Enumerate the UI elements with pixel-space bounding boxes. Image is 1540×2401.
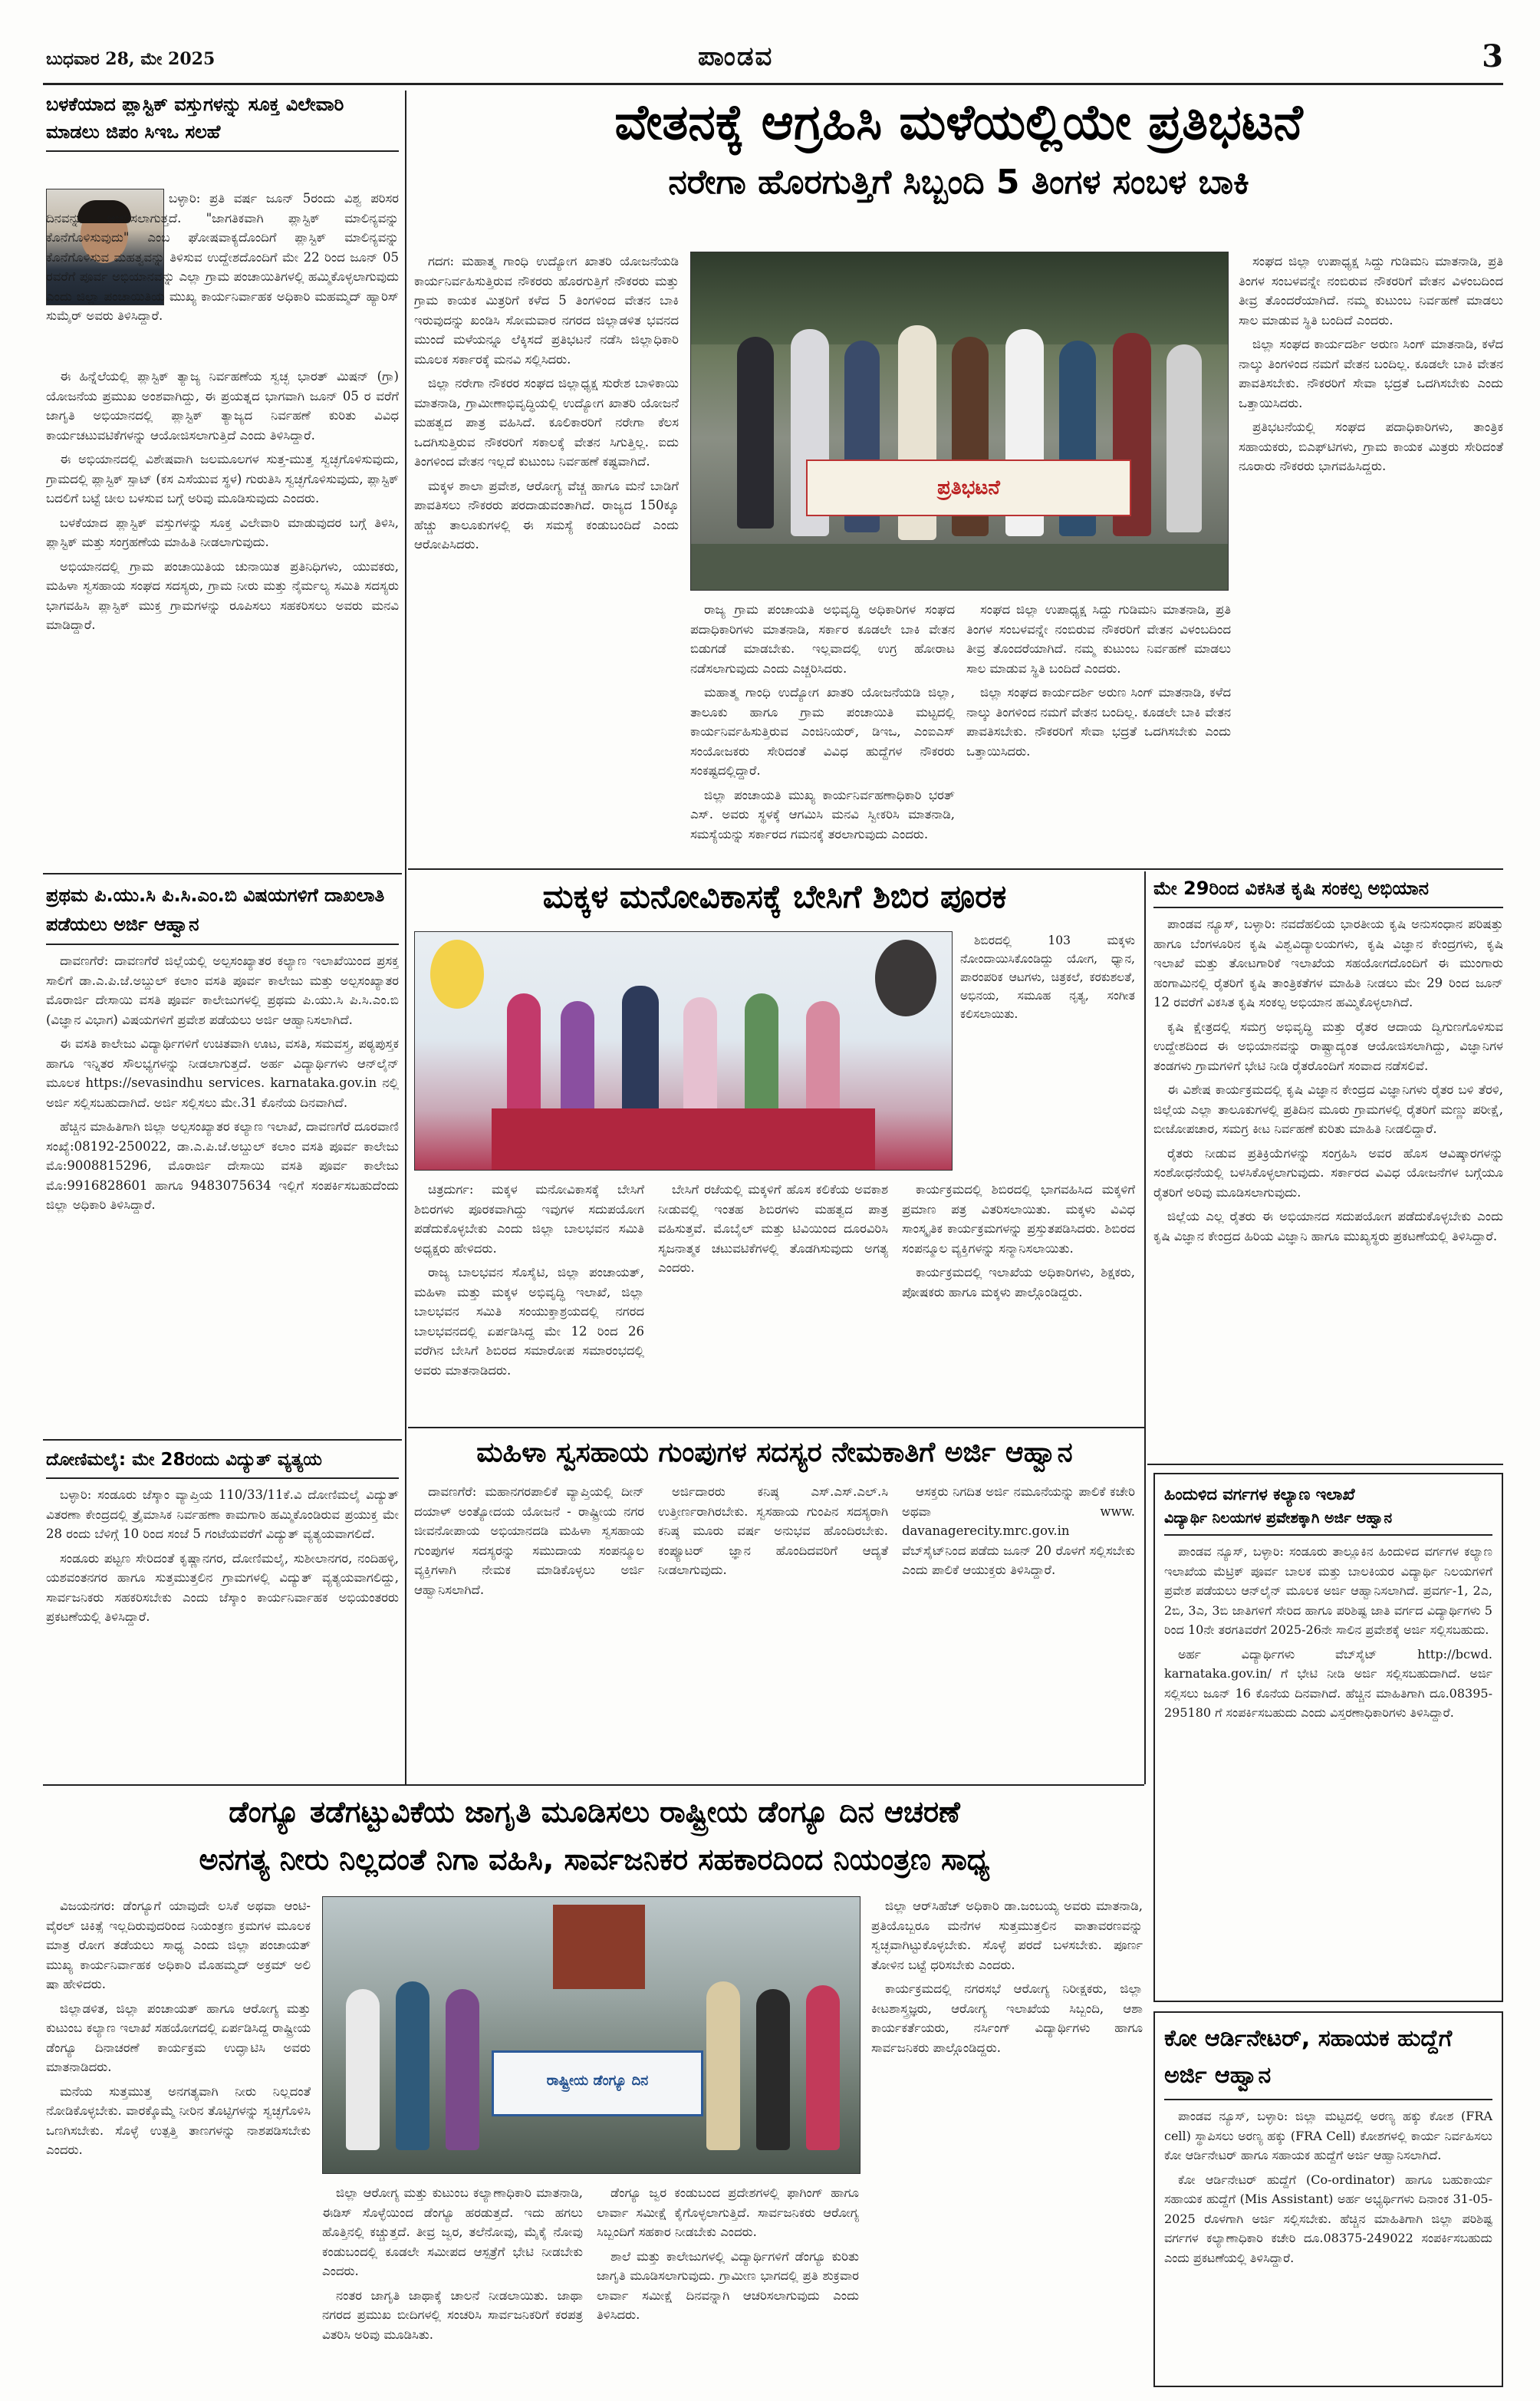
hostel-headline: ಹಿಂದುಳಿದ ವರ್ಗಗಳ ಕಲ್ಯಾಣ ಇಲಾಖೆ	[1164, 1485, 1355, 1504]
hostel-body	[1164, 1542, 1492, 1994]
dengue-para: ಕಾರ್ಯಕ್ರಮದಲ್ಲಿ ನಗರಸಭೆ ಆರೋಗ್ಯ ನಿರೀಕ್ಷಕರು, ಜಿಲ್ಲಾ ಕೀಟಶಾಸ್ತ್ರಜ್ಞರು, ಆರೋಗ್ಯ ಇಲಾಖೆಯ ಸಿಬ್ಬಂದಿ, ಆಶಾ ಕಾರ್ಯಕರ್ತೆಯರು, ನರ್ಸಿಂಗ್ ವಿದ್ಯಾರ್ಥಿಗಳು ಹಾಗೂ ಸಾರ್ವಜನಿಕರು ಪಾಲ್ಗೊಂಡಿದ್ದರು.	[871, 1981, 1143, 2055]
plastic-lead: ಬಳ್ಳಾರಿ: ಪ್ರತಿ ವರ್ಷ ಜೂನ್ 5ರಂದು ವಿಶ್ವ ಪರಿಸರ ದಿನವನ್ನು ಆಚರಿಸಲಾಗುತ್ತದೆ. "ಜಾಗತಿಕವಾಗಿ ಪ್ಲಾಸ್ಟಿಕ್ ಮಾಲಿನ್ಯವನ್ನು ಕೊನೆಗೊಳಿಸುವುದು" ಎಂಬ ಘೋಷವಾಕ್ಯದೊಂದಿಗೆ ಪ್ಲಾಸ್ಟಿಕ್ ಮಾಲಿನ್ಯವನ್ನು ಕೊನೆಗೊಳಿಸುವ ಮಹತ್ವವನ್ನು ತಿಳಿಸುವ ಉದ್ದೇಶದೊಂದಿಗೆ ಮೇ 22 ರಿಂದ ಜೂನ್ 05 ರವರೆಗೆ ಪೂರ್ವ ಅಭಿಯಾನವನ್ನು ಎಲ್ಲಾ ಗ್ರಾಮ ಪಂಚಾಯಿತಿಗಳಲ್ಲಿ ಹಮ್ಮಿಕೊಳ್ಳಲಾಗುವುದು ಎಂದು ಜಿಲ್ಲಾ ಪಂಚಾಯಿತಿಯ ಮುಖ್ಯ ಕಾರ್ಯನಿರ್ವಾಹಕ ಅಧಿಕಾರಿ ಮಹಮ್ಮದ್ ಹ್ಯಾರಿಸ್ ಸುಮೈರ್ ಅವರು ತಿಳಿಸಿದ್ದಾರೆ.	[46, 191, 399, 323]
camp-para: ಕಾರ್ಯಕ್ರಮದಲ್ಲಿ ಇಲಾಖೆಯ ಅಧಿಕಾರಿಗಳು, ಶಿಕ್ಷಕರು, ಪೋಷಕರು ಹಾಗೂ ಮಕ್ಕಳು ಪಾಲ್ಗೊಂಡಿದ್ದರು.	[902, 1265, 1135, 1299]
camp-headline: ಮಕ್ಕಳ ಮನೋವಿಕಾಸಕ್ಕೆ ಬೇಸಿಗೆ ಶಿಬಿರ ಪೂರಕ	[542, 878, 1007, 915]
hostel-para: ಅರ್ಹ ವಿದ್ಯಾರ್ಥಿಗಳು ವೆಬ್‌ಸೈಟ್ http://bcwd. karnataka.gov.in/ ಗೆ ಭೇಟಿ ನೀಡಿ ಅರ್ಜಿ ಸಲ್ಲಿಸಬಹುದಾಗಿದೆ. ಅರ್ಜಿ ಸಲ್ಲಿಸಲು ಜೂನ್ 16 ಕೊನೆಯ ದಿನವಾಗಿದೆ. ಹೆಚ್ಚಿನ ಮಾಹಿತಿಗಾಗಿ ದೂ.08395-295180 ಗೆ ಸಂಪರ್ಕಿಸಬಹುದು ಎಂದು ವಿಸ್ತರಣಾಧಿಕಾರಿಗಳು ತಿಳಿಸಿದ್ದಾರೆ.	[1164, 1646, 1492, 1720]
divider	[43, 1439, 402, 1441]
hostel-subheadline: ವಿದ್ಯಾರ್ಥಿ ನಿಲಯಗಳ ಪ್ರವೇಶಕ್ಕಾಗಿ ಅರ್ಜಿ ಆಹ್ವಾನ	[1164, 1507, 1492, 1536]
shg-col-2	[658, 1482, 888, 1778]
pu-headline: ಪ್ರಥಮ ಪಿ.ಯು.ಸಿ ಪಿ.ಸಿ.ಎಂ.ಬಿ ವಿಷಯಗಳಿಗೆ ದಾಖಲಾತಿ ಪಡೆಯಲು ಅರ್ಜಿ ಆಹ್ವಾನ	[46, 881, 399, 945]
nrega-para: ಸಂಘದ ಜಿಲ್ಲಾ ಉಪಾಧ್ಯಕ್ಷ ಸಿದ್ದು ಗುಡಿಮನಿ ಮಾತನಾಡಿ, ಪ್ರತಿ ತಿಂಗಳ ಸಂಬಳವನ್ನೇ ನಂಬಿರುವ ನೌಕರರಿಗೆ ವೇತನ ವಿಳಂಬದಿಂದ ತೀವ್ರ ತೊಂದರೆಯಾಗಿದೆ. ನಮ್ಮ ಕುಟುಂಬ ನಿರ್ವಹಣೆ ಮಾಡಲು ಸಾಲ ಮಾಡುವ ಸ್ಥಿತಿ ಬಂದಿದೆ ಎಂದರು.	[966, 602, 1231, 676]
nrega-para: ಪ್ರತಿಭಟನೆಯಲ್ಲಿ ಸಂಘದ ಪದಾಧಿಕಾರಿಗಳು, ತಾಂತ್ರಿಕ ಸಹಾಯಕರು, ಬಿಎಫ್‌ಟಿಗಳು, ಗ್ರಾಮ ಕಾಯಕ ಮಿತ್ರರು ಸೇರಿದಂತೆ ನೂರಾರು ನೌಕರರು ಭಾಗವಹಿಸಿದ್ದರು.	[1239, 420, 1503, 473]
dengue-col-4	[871, 1896, 1143, 2387]
power-para: ಬಳ್ಳಾರಿ: ಸಂಡೂರು ಜೆಸ್ಕಾಂ ವ್ಯಾಪ್ತಿಯ 110/33/11ಕೆ.ವಿ ದೋಣಿಮಲೈ ವಿದ್ಯುತ್ ವಿತರಣಾ ಕೇಂದ್ರದಲ್ಲಿ ತ್ರೈಮಾಸಿಕ ನಿರ್ವಹಣಾ ಕಾಮಗಾರಿ ಹಮ್ಮಿಕೊಂಡಿರುವ ಪ್ರಯುಕ್ತ ಮೇ 28 ರಂದು ಬೆಳಿಗ್ಗೆ 10 ರಿಂದ ಸಂಜೆ 5 ಗಂಟೆಯವರೆಗೆ ವಿದ್ಯುತ್ ವ್ಯತ್ಯಯವಾಗಲಿದೆ.	[46, 1487, 399, 1541]
masthead	[46, 41, 1503, 81]
divider	[408, 1427, 1144, 1428]
krishi-body	[1153, 914, 1503, 1451]
nrega-subheadline: ನರೇಗಾ ಹೊರಗುತ್ತಿಗೆ ಸಿಬ್ಬಂದಿ 5 ತಿಂಗಳ ಸಂಬಳ ಬಾಕಿ	[668, 163, 1249, 202]
krishi-article	[1153, 874, 1503, 1457]
plastic-para: ಅಭಿಯಾನದಲ್ಲಿ ಗ್ರಾಮ ಪಂಚಾಯಿತಿಯ ಚುನಾಯಿತ ಪ್ರತಿನಿಧಿಗಳು, ಯುವಕರು, ಮಹಿಳಾ ಸ್ವಸಹಾಯ ಸಂಘದ ಸದಸ್ಯರು, ಗ್ರಾಮ ನೀರು ಮತ್ತು ನೈರ್ಮಲ್ಯ ಸಮಿತಿ ಸದಸ್ಯರು ಭಾಗವಹಿಸಿ ಪ್ಲಾಸ್ಟಿಕ್ ಮುಕ್ತ ಗ್ರಾಮಗಳನ್ನು ರೂಪಿಸಲು ಸಹಕರಿಸಲು ಅವರು ಮನವಿ ಮಾಡಿದ್ದಾರೆ.	[46, 558, 399, 632]
nrega-para: ಸಂಘದ ಜಿಲ್ಲಾ ಉಪಾಧ್ಯಕ್ಷ ಸಿದ್ದು ಗುಡಿಮನಿ ಮಾತನಾಡಿ, ಪ್ರತಿ ತಿಂಗಳ ಸಂಬಳವನ್ನೇ ನಂಬಿರುವ ನೌಕರರಿಗೆ ವೇತನ ವಿಳಂಬದಿಂದ ತೀವ್ರ ತೊಂದರೆಯಾಗಿದೆ. ನಮ್ಮ ಕುಟುಂಬ ನಿರ್ವಹಣೆ ಮಾಡಲು ಸಾಲ ಮಾಡುವ ಸ್ಥಿತಿ ಬಂದಿದೆ ಎಂದರು.	[1239, 254, 1503, 328]
pu-para: ದಾವಣಗೆರೆ: ದಾವಣಗೆರೆ ಜಿಲ್ಲೆಯಲ್ಲಿ ಅಲ್ಪಸಂಖ್ಯಾತರ ಕಲ್ಯಾಣ ಇಲಾಖೆಯಿಂದ ಪ್ರಸಕ್ತ ಸಾಲಿಗೆ ಡಾ.ಎ.ಪಿ.ಜೆ.ಅಬ್ದುಲ್ ಕಲಾಂ ವಸತಿ ಪೂರ್ವ ಕಾಲೇಜು ಮತ್ತು ಅಲ್ಪಸಂಖ್ಯಾತರ ಮೊರಾರ್ಜಿ ದೇಸಾಯಿ ವಸತಿ ಪೂರ್ವ ಕಾಲೇಜುಗಳಲ್ಲಿ ಪ್ರಥಮ ಪಿ.ಯು.ಸಿ ಪಿ.ಸಿ.ಎಂ.ಬಿ (ವಿಜ್ಞಾನ ವಿಭಾಗ) ವಿಷಯಗಳಿಗೆ ಪ್ರವೇಶ ಪಡೆಯಲು ಅರ್ಜಿ ಆಹ್ವಾನಿಸಲಾಗಿದೆ.	[46, 953, 399, 1027]
coordinator-article	[1153, 2011, 1503, 2387]
power-body	[46, 1485, 399, 1777]
dengue-col-1	[46, 1896, 311, 2387]
nrega-article	[414, 91, 1503, 865]
paper-name: ಪಾಂಡವ	[698, 41, 774, 72]
power-para: ಸಂಡೂರು ಪಟ್ಟಣ ಸೇರಿದಂತೆ ಕೃಷ್ಣಾನಗರ, ದೋಣಿಮಲೈ, ಸುಶೀಲಾನಗರ, ನಂದಿಹಳ್ಳಿ, ಯಶವಂತನಗರ ಹಾಗೂ ಸುತ್ತಮುತ್ತಲಿನ ಗ್ರಾಮಗಳಲ್ಲಿ ವಿದ್ಯುತ್ ವ್ಯತ್ಯಯವಾಗಲಿದ್ದು, ಸಾರ್ವಜನಿಕರು ಸಹಕರಿಸಬೇಕು ಎಂದು ಜೆಸ್ಕಾಂ ಕಾರ್ಯನಿರ್ವಾಹಕ ಅಭಿಯಂತರರು ಪ್ರಕಟಣೆಯಲ್ಲಿ ತಿಳಿಸಿದ್ದಾರೆ.	[46, 1550, 399, 1624]
masthead-rule	[43, 83, 1503, 85]
divider	[1147, 1464, 1503, 1465]
divider	[43, 1784, 1144, 1786]
plastic-body	[46, 367, 399, 865]
plastic-headline: ಬಳಕೆಯಾದ ಪ್ಲಾಸ್ಟಿಕ್ ವಸ್ತುಗಳನ್ನು ಸೂಕ್ತ ವಿಲೇವಾರಿ ಮಾಡಲು ಜಿಪಂ ಸಿಇಒ ಸಲಹೆ	[46, 91, 399, 152]
nrega-para: ಜಿಲ್ಲಾ ನರೇಗಾ ನೌಕರರ ಸಂಘದ ಜಿಲ್ಲಾಧ್ಯಕ್ಷ ಸುರೇಶ ಬಾಳಿಕಾಯಿ ಮಾತನಾಡಿ, ಗ್ರಾಮೀಣಾಭಿವೃದ್ಧಿಯಲ್ಲಿ ಉದ್ಯೋಗ ಖಾತರಿ ಯೋಜನೆ ಮಹತ್ವದ ಪಾತ್ರ ವಹಿಸಿದೆ. ಕೂಲಿಕಾರರಿಗೆ ನರೇಗಾ ಕೆಲಸ ಒದಗಿಸುತ್ತಿರುವ ನೌಕರರಿಗೆ ಸಕಾಲಕ್ಕೆ ವೇತನ ಸಿಗುತ್ತಿಲ್ಲ. ಐದು ತಿಂಗಳಿಂದ ವೇತನ ಇಲ್ಲದೆ ಕುಟುಂಬ ನಿರ್ವಹಣೆ ಕಷ್ಟವಾಗಿದೆ.	[414, 376, 679, 469]
shg-col-3	[902, 1482, 1135, 1778]
dengue-para: ಶಾಲೆ ಮತ್ತು ಕಾಲೇಜುಗಳಲ್ಲಿ ವಿದ್ಯಾರ್ಥಿಗಳಿಗೆ ಡೆಂಗ್ಯೂ ಕುರಿತು ಜಾಗೃತಿ ಮೂಡಿಸಲಾಗುವುದು. ಗ್ರಾಮೀಣ ಭಾಗದಲ್ಲಿ ಪ್ರತಿ ಶುಕ್ರವಾರ ಲಾರ್ವಾ ಸಮೀಕ್ಷೆ ದಿನವನ್ನಾಗಿ ಆಚರಿಸಲಾಗುವುದು ಎಂದು ತಿಳಿಸಿದರು.	[597, 2248, 859, 2322]
camp-para: ಚಿತ್ರದುರ್ಗ: ಮಕ್ಕಳ ಮನೋವಿಕಾಸಕ್ಕೆ ಬೇಸಿಗೆ ಶಿಬಿರಗಳು ಪೂರಕವಾಗಿದ್ದು ಇವುಗಳ ಸದುಪಯೋಗ ಪಡೆದುಕೊಳ್ಳಬೇಕು ಎಂದು ಜಿಲ್ಲಾ ಬಾಲಭವನ ಸಮಿತಿ ಅಧ್ಯಕ್ಷರು ಹೇಳಿದರು.	[414, 1182, 644, 1256]
nrega-para: ಮಹಾತ್ಮ ಗಾಂಧಿ ಉದ್ಯೋಗ ಖಾತರಿ ಯೋಜನೆಯಡಿ ಜಿಲ್ಲಾ, ತಾಲೂಕು ಹಾಗೂ ಗ್ರಾಮ ಪಂಚಾಯಿತಿ ಮಟ್ಟದಲ್ಲಿ ಕಾರ್ಯನಿರ್ವಹಿಸುತ್ತಿರುವ ಎಂಜಿನಿಯರ್, ಡಿಇಒ, ಎಂಐಎಸ್ ಸಂಯೋಜಕರು ಸೇರಿದಂತೆ ವಿವಿಧ ಹುದ್ದೆಗಳ ನೌಕರರು ಸಂಕಷ್ಟದಲ್ಲಿದ್ದಾರೆ.	[690, 685, 955, 778]
camp-para: ಶಿಬಿರದಲ್ಲಿ 103 ಮಕ್ಕಳು ನೋಂದಾಯಿಸಿಕೊಂಡಿದ್ದು ಯೋಗ, ಧ್ಯಾನ, ಪಾರಂಪರಿಕ ಆಟಗಳು, ಚಿತ್ರಕಲೆ, ಕರಕುಶಲತೆ, ಅಭಿನಯ, ಸಮೂಹ ನೃತ್ಯ, ಸಂಗೀತ ಕಲಿಸಲಾಯಿತು.	[960, 934, 1135, 1021]
nrega-para: ಜಿಲ್ಲಾ ಪಂಚಾಯತಿ ಮುಖ್ಯ ಕಾರ್ಯನಿರ್ವಹಣಾಧಿಕಾರಿ ಭರತ್ ಎಸ್. ಅವರು ಸ್ಥಳಕ್ಕೆ ಆಗಮಿಸಿ ಮನವಿ ಸ್ವೀಕರಿಸಿ ಮಾತನಾಡಿ, ಸಮಸ್ಯೆಯನ್ನು ಸರ್ಕಾರದ ಗಮನಕ್ಕೆ ತರಲಾಗುವುದು ಎಂದರು.	[690, 787, 955, 842]
nrega-col-4	[1239, 252, 1503, 865]
coordinator-para: ಪಾಂಡವ ನ್ಯೂಸ್, ಬಳ್ಳಾರಿ: ಜಿಲ್ಲಾ ಮಟ್ಟದಲ್ಲಿ ಅರಣ್ಯ ಹಕ್ಕು ಕೋಶ (FRA cell) ಸ್ಥಾಪಿಸಲು ಅರಣ್ಯ ಹಕ್ಕು (FRA Cell) ಕೋಶಗಳಲ್ಲಿ ಕಾರ್ಯ ನಿರ್ವಹಿಸಲು ಕೋ ಆರ್ಡಿನೇಟರ್ ಹಾಗೂ ಸಹಾಯಕ ಹುದ್ದೆಗೆ ಅರ್ಜಿ ಆಹ್ವಾನಿಸಲಾಗಿದೆ.	[1164, 2109, 1492, 2162]
dengue-photo	[322, 1896, 860, 2174]
protest-photo	[690, 252, 1229, 591]
coordinator-para: ಕೋ ಆರ್ಡಿನೇಟರ್ ಹುದ್ದೆಗೆ (Co-ordinator) ಹಾಗೂ ಬಹುಕಾರ್ಯ ಸಹಾಯಕ ಹುದ್ದೆಗೆ (Mis Assistant) ಅರ್ಹ ಅಭ್ಯರ್ಥಿಗಳು ದಿನಾಂಕ 31-05-2025 ರೊಳಗಾಗಿ ಅರ್ಜಿ ಸಲ್ಲಿಸಬೇಕು. ಹೆಚ್ಚಿನ ಮಾಹಿತಿಗಾಗಿ ಜಿಲ್ಲಾ ಪರಿಶಿಷ್ಟ ವರ್ಗಗಳ ಕಲ್ಯಾಣಾಧಿಕಾರಿ ಕಚೇರಿ ದೂ.08375-249022 ಸಂಪರ್ಕಿಸಬಹುದು ಎಂದು ಪ್ರಕಟಣೆಯಲ್ಲಿ ತಿಳಿಸಿದ್ದಾರೆ.	[1164, 2172, 1492, 2265]
nrega-para: ಜಿಲ್ಲಾ ಸಂಘದ ಕಾರ್ಯದರ್ಶಿ ಅರುಣ ಸಿಂಗ್ ಮಾತನಾಡಿ, ಕಳೆದ ನಾಲ್ಕು ತಿಂಗಳಿಂದ ನಮಗೆ ವೇತನ ಬಂದಿಲ್ಲ. ಕೂಡಲೇ ಬಾಕಿ ವೇತನ ಪಾವತಿಸಬೇಕು. ನೌಕರರಿಗೆ ಸೇವಾ ಭದ್ರತೆ ಒದಗಿಸಬೇಕು ಎಂದು ಒತ್ತಾಯಿಸಿದರು.	[966, 685, 1231, 759]
dengue-para: ನಂತರ ಜಾಗೃತಿ ಜಾಥಾಕ್ಕೆ ಚಾಲನೆ ನೀಡಲಾಯಿತು. ಜಾಥಾ ನಗರದ ಪ್ರಮುಖ ಬೀದಿಗಳಲ್ಲಿ ಸಂಚರಿಸಿ ಸಾರ್ವಜನಿಕರಿಗೆ ಕರಪತ್ರ ವಿತರಿಸಿ ಅರಿವು ಮೂಡಿಸಿತು.	[322, 2287, 583, 2342]
krishi-para: ಪಾಂಡವ ನ್ಯೂಸ್, ಬಳ್ಳಾರಿ: ನವದೆಹಲಿಯ ಭಾರತೀಯ ಕೃಷಿ ಅನುಸಂಧಾನ ಪರಿಷತ್ತು ಹಾಗೂ ಬೆಂಗಳೂರಿನ ಕೃಷಿ ವಿಶ್ವವಿದ್ಯಾಲಯಗಳು, ಕೃಷಿ ವಿಜ್ಞಾನ ಕೇಂದ್ರಗಳು, ಕೃಷಿ ಇಲಾಖೆ ಮತ್ತು ತೋಟಗಾರಿಕೆ ಇಲಾಖೆಯ ಸಹಯೋಗದೊಂದಿಗೆ ಈ ಮುಂಗಾರು ಹಂಗಾಮಿನಲ್ಲಿ ರೈತರಿಗೆ ಕೃಷಿ ತಾಂತ್ರಿಕತೆಗಳ ಮಾಹಿತಿ ನೀಡಲು ಮೇ 29 ರಿಂದ ಜೂನ್ 12 ರವರೆಗೆ ವಿಕಸಿತ ಕೃಷಿ ಸಂಕಲ್ಪ ಅಭಿಯಾನ ಹಮ್ಮಿಕೊಳ್ಳಲಾಗಿದೆ.	[1153, 917, 1503, 1009]
camp-para: ಕಾರ್ಯಕ್ರಮದಲ್ಲಿ ಶಿಬಿರದಲ್ಲಿ ಭಾಗವಹಿಸಿದ ಮಕ್ಕಳಿಗೆ ಪ್ರಮಾಣ ಪತ್ರ ವಿತರಿಸಲಾಯಿತು. ಮಕ್ಕಳು ವಿವಿಧ ಸಾಂಸ್ಕೃತಿಕ ಕಾರ್ಯಕ್ರಮಗಳನ್ನು ಪ್ರಸ್ತುತಪಡಿಸಿದರು. ಶಿಬಿರದ ಸಂಪನ್ಮೂಲ ವ್ಯಕ್ತಿಗಳನ್ನು ಸನ್ಮಾನಿಸಲಾಯಿತು.	[902, 1182, 1135, 1256]
nrega-para: ಗದಗ: ಮಹಾತ್ಮ ಗಾಂಧಿ ಉದ್ಯೋಗ ಖಾತರಿ ಯೋಜನೆಯಡಿ ಕಾರ್ಯನಿರ್ವಹಿಸುತ್ತಿರುವ ನೌಕರರು ಹೊರಗುತ್ತಿಗೆ ನೌಕರರು ಮತ್ತು ಗ್ರಾಮ ಕಾಯಕ ಮಿತ್ರರಿಗೆ ಕಳೆದ 5 ತಿಂಗಳಿಂದ ವೇತನ ಬಾಕಿ ಇರುವುದನ್ನು ಖಂಡಿಸಿ ಸೋಮವಾರ ನಗರದ ಜಿಲ್ಲಾಡಳಿತ ಭವನದ ಮುಂದೆ ಮಳೆಯನ್ನೂ ಲೆಕ್ಕಿಸದೆ ಪ್ರತಿಭಟನೆ ನಡೆಸಿ ಜಿಲ್ಲಾಧಿಕಾರಿ ಮೂಲಕ ಸರ್ಕಾರಕ್ಕೆ ಮನವಿ ಸಲ್ಲಿಸಿದರು.	[414, 254, 679, 367]
nrega-col-3	[966, 600, 1231, 865]
pu-article	[46, 881, 399, 1433]
krishi-para: ಕೃಷಿ ಕ್ಷೇತ್ರದಲ್ಲಿ ಸಮಗ್ರ ಅಭಿವೃದ್ಧಿ ಮತ್ತು ರೈತರ ಆದಾಯ ದ್ವಿಗುಣಗೊಳಿಸುವ ಉದ್ದೇಶದಿಂದ ಈ ಅಭಿಯಾನವನ್ನು ರಾಷ್ಟ್ರಾದ್ಯಂತ ಆಯೋಜಿಸಲಾಗಿದ್ದು, ವಿಜ್ಞಾನಿಗಳ ತಂಡಗಳು ಗ್ರಾಮಗಳಿಗೆ ಭೇಟಿ ನೀಡಿ ರೈತರೊಂದಿಗೆ ಸಂವಾದ ನಡೆಸಲಿವೆ.	[1153, 1019, 1503, 1073]
pu-para: ಹೆಚ್ಚಿನ ಮಾಹಿತಿಗಾಗಿ ಜಿಲ್ಲಾ ಅಲ್ಪಸಂಖ್ಯಾತರ ಕಲ್ಯಾಣ ಇಲಾಖೆ, ದಾವಣಗೆರೆ ದೂರವಾಣಿ ಸಂಖ್ಯೆ:08192-250022, ಡಾ.ಎ.ಪಿ.ಜೆ.ಅಬ್ದುಲ್ ಕಲಾಂ ವಸತಿ ಪೂರ್ವ ಕಾಲೇಜು ಮೊ:9008815296, ಮೊರಾರ್ಜಿ ದೇಸಾಯಿ ವಸತಿ ಪೂರ್ವ ಕಾಲೇಜು ಮೊ:9916828601 ಹಾಗೂ 9483075634 ಇಲ್ಲಿಗೆ ಸಂಪರ್ಕಿಸಬಹುದೆಂದು ಜಿಲ್ಲಾ ಅಧಿಕಾರಿ ತಿಳಿಸಿದ್ದಾರೆ.	[46, 1119, 399, 1212]
camp-col-1	[414, 1180, 644, 1419]
nrega-col-2	[690, 600, 955, 865]
issue-date: ಬುಧವಾರ 28, ಮೇ 2025	[46, 49, 216, 69]
coordinator-body	[1164, 2106, 1492, 2383]
dengue-col-3	[597, 2183, 859, 2387]
dengue-para: ಜಿಲ್ಲಾಡಳಿತ, ಜಿಲ್ಲಾ ಪಂಚಾಯತ್ ಹಾಗೂ ಆರೋಗ್ಯ ಮತ್ತು ಕುಟುಂಬ ಕಲ್ಯಾಣ ಇಲಾಖೆ ಸಹಯೋಗದಲ್ಲಿ ಏರ್ಪಡಿಸಿದ್ದ ರಾಷ್ಟ್ರೀಯ ಡೆಂಗ್ಯೂ ದಿನಾಚರಣೆ ಕಾರ್ಯಕ್ರಮ ಉದ್ಘಾಟಿಸಿ ಅವರು ಮಾತನಾಡಿದರು.	[46, 2001, 311, 2074]
nrega-para: ಜಿಲ್ಲಾ ಸಂಘದ ಕಾರ್ಯದರ್ಶಿ ಅರುಣ ಸಿಂಗ್ ಮಾತನಾಡಿ, ಕಳೆದ ನಾಲ್ಕು ತಿಂಗಳಿಂದ ನಮಗೆ ವೇತನ ಬಂದಿಲ್ಲ. ಕೂಡಲೇ ಬಾಕಿ ವೇತನ ಪಾವತಿಸಬೇಕು. ನೌಕರರಿಗೆ ಸೇವಾ ಭದ್ರತೆ ಒದಗಿಸಬೇಕು ಎಂದು ಒತ್ತಾಯಿಸಿದರು.	[1239, 337, 1503, 410]
dengue-para: ಡೆಂಗ್ಯೂ ಜ್ವರ ಕಂಡುಬಂದ ಪ್ರದೇಶಗಳಲ್ಲಿ ಫಾಗಿಂಗ್ ಹಾಗೂ ಲಾರ್ವಾ ಸಮೀಕ್ಷೆ ಕೈಗೊಳ್ಳಲಾಗುತ್ತಿದೆ. ಸಾರ್ವಜನಿಕರು ಆರೋಗ್ಯ ಸಿಬ್ಬಂದಿಗೆ ಸಹಕಾರ ನೀಡಬೇಕು ಎಂದರು.	[597, 2185, 859, 2239]
camp-col-2	[658, 1180, 888, 1419]
krishi-para: ಈ ವಿಶೇಷ ಕಾರ್ಯಕ್ರಮದಲ್ಲಿ ಕೃಷಿ ವಿಜ್ಞಾನ ಕೇಂದ್ರದ ವಿಜ್ಞಾನಿಗಳು ರೈತರ ಬಳಿ ತೆರಳಿ, ಜಿಲ್ಲೆಯ ಎಲ್ಲಾ ತಾಲೂಕುಗಳಲ್ಲಿ ಪ್ರತಿದಿನ ಮೂರು ಗ್ರಾಮಗಳಲ್ಲಿ ರೈತರಿಗೆ ಮಣ್ಣು ಪರೀಕ್ಷೆ, ಬೀಜೋಪಚಾರ, ಸಮಗ್ರ ಕೀಟ ನಿರ್ವಹಣೆ ಕುರಿತು ಮಾಹಿತಿ ನೀಡಲಿದ್ದಾರೆ.	[1153, 1082, 1503, 1136]
dengue-banner-text: ರಾಷ್ಟ್ರೀಯ ಡೆಂಗ್ಯೂ ದಿನ	[546, 2073, 649, 2089]
divider	[408, 868, 1503, 870]
shg-headline: ಮಹಿಳಾ ಸ್ವಸಹಾಯ ಗುಂಪುಗಳ ಸದಸ್ಯರ ನೇಮಕಾತಿಗೆ ಅರ್ಜಿ ಆಹ್ವಾನ	[476, 1437, 1073, 1468]
camp-col-right	[960, 931, 1135, 1177]
pu-body	[46, 951, 399, 1427]
column-rule	[1144, 871, 1146, 1784]
power-headline: ದೋಣಿಮಲೈ: ಮೇ 28ರಂದು ವಿದ್ಯುತ್ ವ್ಯತ್ಯಯ	[46, 1447, 399, 1479]
camp-photo	[414, 931, 953, 1171]
shg-col-1	[414, 1482, 644, 1778]
krishi-para: ರೈತರು ನೀಡುವ ಪ್ರತಿಕ್ರಿಯೆಗಳನ್ನು ಸಂಗ್ರಹಿಸಿ ಅವರ ಹೊಸ ಆವಿಷ್ಕಾರಗಳನ್ನು ಸಂಶೋಧನೆಯಲ್ಲಿ ಬಳಸಿಕೊಳ್ಳಲಾಗುವುದು. ಸರ್ಕಾರದ ವಿವಿಧ ಯೋಜನೆಗಳ ಬಗ್ಗೆಯೂ ರೈತರಿಗೆ ಅರಿವು ಮೂಡಿಸಲಾಗುವುದು.	[1153, 1145, 1503, 1200]
camp-col-3	[902, 1180, 1135, 1419]
dengue-headline: ಡೆಂಗ್ಯೂ ತಡೆಗಟ್ಟುವಿಕೆಯ ಜಾಗೃತಿ ಮೂಡಿಸಲು ರಾಷ್ಟ್ರೀಯ ಡೆಂಗ್ಯೂ ದಿನ ಆಚರಣೆ	[229, 1795, 960, 1829]
dengue-para: ಜಿಲ್ಲಾ ಆರೋಗ್ಯ ಮತ್ತು ಕುಟುಂಬ ಕಲ್ಯಾಣಾಧಿಕಾರಿ ಮಾತನಾಡಿ, ಈಡಿಸ್ ಸೊಳ್ಳೆಯಿಂದ ಡೆಂಗ್ಯೂ ಹರಡುತ್ತದೆ. ಇದು ಹಗಲು ಹೊತ್ತಿನಲ್ಲಿ ಕಚ್ಚುತ್ತದೆ. ತೀವ್ರ ಜ್ವರ, ತಲೆನೋವು, ಮೈಕೈ ನೋವು ಕಂಡುಬಂದಲ್ಲಿ ಕೂಡಲೇ ಸಮೀಪದ ಆಸ್ಪತ್ರೆಗೆ ಭೇಟಿ ನೀಡಬೇಕು ಎಂದರು.	[322, 2185, 583, 2278]
camp-para: ಬೇಸಿಗೆ ರಜೆಯಲ್ಲಿ ಮಕ್ಕಳಿಗೆ ಹೊಸ ಕಲಿಕೆಯ ಅವಕಾಶ ನೀಡುವಲ್ಲಿ ಇಂತಹ ಶಿಬಿರಗಳು ಮಹತ್ವದ ಪಾತ್ರ ವಹಿಸುತ್ತವೆ. ಮೊಬೈಲ್ ಮತ್ತು ಟಿವಿಯಿಂದ ದೂರವಿರಿಸಿ ಸೃಜನಾತ್ಮಕ ಚಟುವಟಿಕೆಗಳಲ್ಲಿ ತೊಡಗಿಸುವುದು ಅಗತ್ಯ ಎಂದರು.	[658, 1182, 888, 1275]
camp-para: ರಾಜ್ಯ ಬಾಲಭವನ ಸೊಸೈಟಿ, ಜಿಲ್ಲಾ ಪಂಚಾಯತ್, ಮಹಿಳಾ ಮತ್ತು ಮಕ್ಕಳ ಅಭಿವೃದ್ಧಿ ಇಲಾಖೆ, ಜಿಲ್ಲಾ ಬಾಲಭವನ ಸಮಿತಿ ಸಂಯುಕ್ತಾಶ್ರಯದಲ್ಲಿ ನಗರದ ಬಾಲಭವನದಲ್ಲಿ ಏರ್ಪಡಿಸಿದ್ದ ಮೇ 12 ರಿಂದ 26 ವರೆಗಿನ ಬೇಸಿಗೆ ಶಿಬಿರದ ಸಮಾರೋಪ ಸಮಾರಂಭದಲ್ಲಿ ಅವರು ಮಾತನಾಡಿದರು.	[414, 1265, 644, 1378]
dengue-subheadline: ಅನಗತ್ಯ ನೀರು ನಿಲ್ಲದಂತೆ ನಿಗಾ ವಹಿಸಿ, ಸಾರ್ವಜನಿಕರ ಸಹಕಾರದಿಂದ ನಿಯಂತ್ರಣ ಸಾಧ್ಯ	[199, 1843, 990, 1876]
divider	[43, 873, 402, 874]
shg-para: ಆಸಕ್ತರು ನಿಗದಿತ ಅರ್ಜಿ ನಮೂನೆಯನ್ನು ಪಾಲಿಕೆ ಕಚೇರಿ ಅಥವಾ www. davanagerecity.mrc.gov.in ವೆಬ್‌ಸೈಟ್‌ನಿಂದ ಪಡೆದು ಜೂನ್ 20 ರೊಳಗೆ ಸಲ್ಲಿಸಬೇಕು ಎಂದು ಪಾಲಿಕೆ ಆಯುಕ್ತರು ತಿಳಿಸಿದ್ದಾರೆ.	[902, 1484, 1135, 1577]
power-article	[46, 1447, 399, 1778]
shg-para: ಅರ್ಜಿದಾರರು ಕನಿಷ್ಠ ಎಸ್.ಎಸ್.ಎಲ್.ಸಿ ಉತ್ತೀರ್ಣರಾಗಿರಬೇಕು. ಸ್ವಸಹಾಯ ಗುಂಪಿನ ಸದಸ್ಯರಾಗಿ ಕನಿಷ್ಠ ಮೂರು ವರ್ಷ ಅನುಭವ ಹೊಂದಿರಬೇಕು. ಕಂಪ್ಯೂಟರ್ ಜ್ಞಾನ ಹೊಂದಿದವರಿಗೆ ಆದ್ಯತೆ ನೀಡಲಾಗುವುದು.	[658, 1484, 888, 1577]
nrega-para: ರಾಜ್ಯ ಗ್ರಾಮ ಪಂಚಾಯತಿ ಅಭಿವೃದ್ಧಿ ಅಧಿಕಾರಿಗಳ ಸಂಘದ ಪದಾಧಿಕಾರಿಗಳು ಮಾತನಾಡಿ, ಸರ್ಕಾರ ಕೂಡಲೇ ಬಾಕಿ ವೇತನ ಬಿಡುಗಡೆ ಮಾಡಬೇಕು. ಇಲ್ಲವಾದಲ್ಲಿ ಉಗ್ರ ಹೋರಾಟ ನಡೆಸಲಾಗುವುದು ಎಂದು ಎಚ್ಚರಿಸಿದರು.	[690, 602, 955, 676]
plastic-para: ಈ ಹಿನ್ನೆಲೆಯಲ್ಲಿ ಪ್ಲಾಸ್ಟಿಕ್ ತ್ಯಾಜ್ಯ ನಿರ್ವಹಣೆಯ ಸ್ವಚ್ಛ ಭಾರತ್ ಮಿಷನ್ (ಗ್ರಾ) ಯೋಜನೆಯ ಪ್ರಮುಖ ಅಂಶವಾಗಿದ್ದು, ಈ ಪ್ರಯತ್ನದ ಭಾಗವಾಗಿ ಜೂನ್ 05 ರ ವರೆಗೆ ಜಾಗೃತಿ ಅಭಿಯಾನದಲ್ಲಿ ಪ್ಲಾಸ್ಟಿಕ್ ತ್ಯಾಜ್ಯದ ನಿರ್ವಹಣೆ ಕುರಿತು ವಿವಿಧ ಕಾರ್ಯಚಟುವಟಿಕೆಗಳನ್ನು ಆಯೋಜಿಸಲಾಗುತ್ತಿದೆ ಎಂದು ತಿಳಿಸಿದ್ದಾರೆ.	[46, 369, 399, 443]
shg-article	[414, 1433, 1135, 1778]
camp-article	[414, 874, 1135, 1419]
nrega-headline: ವೇತನಕ್ಕೆ ಆಗ್ರಹಿಸಿ ಮಳೆಯಲ್ಲಿಯೇ ಪ್ರತಿಭಟನೆ	[614, 94, 1303, 151]
dengue-col-2	[322, 2183, 583, 2387]
nrega-para: ಮಕ್ಕಳ ಶಾಲಾ ಪ್ರವೇಶ, ಆರೋಗ್ಯ ವೆಚ್ಚ ಹಾಗೂ ಮನೆ ಬಾಡಿಗೆ ಪಾವತಿಸಲು ನೌಕರರು ಪರದಾಡುವಂತಾಗಿದೆ. ರಾಜ್ಯದ 150ಕ್ಕೂ ಹೆಚ್ಚು ತಾಲೂಕುಗಳಲ್ಲಿ ಈ ಸಮಸ್ಯೆ ಕಂಡುಬಂದಿದೆ ಎಂದು ಆರೋಪಿಸಿದರು.	[414, 478, 679, 552]
dengue-article	[46, 1790, 1143, 2389]
coordinator-headline: ಕೋ ಆರ್ಡಿನೇಟರ್, ಸಹಾಯಕ ಹುದ್ದೆಗೆ ಅರ್ಜಿ ಆಹ್ವಾನ	[1164, 2021, 1492, 2100]
page-number: 3	[1482, 41, 1503, 74]
column-rule	[405, 91, 406, 1786]
pu-para: ಈ ವಸತಿ ಕಾಲೇಜು ವಿದ್ಯಾರ್ಥಿಗಳಿಗೆ ಉಚಿತವಾಗಿ ಊಟ, ವಸತಿ, ಸಮವಸ್ತ್ರ, ಪಠ್ಯಪುಸ್ತಕ ಹಾಗೂ ಇನ್ನಿತರ ಸೌಲಭ್ಯಗಳನ್ನು ನೀಡಲಾಗುತ್ತದೆ. ಅರ್ಹ ವಿದ್ಯಾರ್ಥಿಗಳು ಆನ್‌ಲೈನ್ ಮೂಲಕ https://sevasindhu services. karnataka.gov.in ನಲ್ಲಿ ಅರ್ಜಿ ಸಲ್ಲಿಸಬಹುದಾಗಿದೆ. ಅರ್ಜಿ ಸಲ್ಲಿಸಲು ಮೇ.31 ಕೊನೆಯ ದಿನವಾಗಿದೆ.	[46, 1036, 399, 1110]
shg-para: ದಾವಣಗೆರೆ: ಮಹಾನಗರಪಾಲಿಕೆ ವ್ಯಾಪ್ತಿಯಲ್ಲಿ ದೀನ್ ದಯಾಳ್ ಅಂತ್ಯೋದಯ ಯೋಜನೆ - ರಾಷ್ಟ್ರೀಯ ನಗರ ಜೀವನೋಪಾಯ ಅಭಿಯಾನದಡಿ ಮಹಿಳಾ ಸ್ವಸಹಾಯ ಗುಂಪುಗಳ ಸದಸ್ಯರನ್ನು ಸಮುದಾಯ ಸಂಪನ್ಮೂಲ ವ್ಯಕ್ತಿಗಳಾಗಿ ನೇಮಕ ಮಾಡಿಕೊಳ್ಳಲು ಅರ್ಜಿ ಆಹ್ವಾನಿಸಲಾಗಿದೆ.	[414, 1484, 644, 1597]
krishi-para: ಜಿಲ್ಲೆಯ ಎಲ್ಲ ರೈತರು ಈ ಅಭಿಯಾನದ ಸದುಪಯೋಗ ಪಡೆದುಕೊಳ್ಳಬೇಕು ಎಂದು ಕೃಷಿ ವಿಜ್ಞಾನ ಕೇಂದ್ರದ ಹಿರಿಯ ವಿಜ್ಞಾನಿ ಹಾಗೂ ಮುಖ್ಯಸ್ಥರು ಪ್ರಕಟಣೆಯಲ್ಲಿ ತಿಳಿಸಿದ್ದಾರೆ.	[1153, 1209, 1503, 1243]
dengue-para: ಜಿಲ್ಲಾ ಆರ್‌ಸಿಹೆಚ್ ಅಧಿಕಾರಿ ಡಾ.ಜಂಬಯ್ಯ ಅವರು ಮಾತನಾಡಿ, ಪ್ರತಿಯೊಬ್ಬರೂ ಮನೆಗಳ ಸುತ್ತಮುತ್ತಲಿನ ವಾತಾವರಣವನ್ನು ಸ್ವಚ್ಛವಾಗಿಟ್ಟುಕೊಳ್ಳಬೇಕು. ಸೊಳ್ಳೆ ಪರದೆ ಬಳಸಬೇಕು. ಪೂರ್ಣ ತೋಳಿನ ಬಟ್ಟೆ ಧರಿಸಬೇಕು ಎಂದರು.	[871, 1899, 1143, 1972]
nrega-col-1	[414, 252, 679, 865]
dengue-para: ವಿಜಯನಗರ: ಡೆಂಗ್ಯೂಗೆ ಯಾವುದೇ ಲಸಿಕೆ ಅಥವಾ ಆಂಟಿ-ವೈರಲ್ ಚಿಕಿತ್ಸೆ ಇಲ್ಲದಿರುವುದರಿಂದ ನಿಯಂತ್ರಣ ಕ್ರಮಗಳ ಮೂಲಕ ಮಾತ್ರ ರೋಗ ತಡೆಯಲು ಸಾಧ್ಯ ಎಂದು ಜಿಲ್ಲಾ ಪಂಚಾಯತ್ ಮುಖ್ಯ ಕಾರ್ಯನಿರ್ವಾಹಕ ಅಧಿಕಾರಿ ಮೊಹಮ್ಮದ್ ಅಕ್ರಮ್ ಅಲಿ ಷಾ ಹೇಳಿದರು.	[46, 1899, 311, 1991]
plastic-para: ಬಳಕೆಯಾದ ಪ್ಲಾಸ್ಟಿಕ್ ವಸ್ತುಗಳನ್ನು ಸೂಕ್ತ ವಿಲೇವಾರಿ ಮಾಡುವುದರ ಬಗ್ಗೆ ತಿಳಿಸಿ, ಪ್ಲಾಸ್ಟಿಕ್ ಮತ್ತು ಸಂಗ್ರಹಣೆಯ ಮಾಹಿತಿ ನೀಡಲಾಗುವುದು.	[46, 515, 399, 549]
plastic-para: ಈ ಅಭಿಯಾನದಲ್ಲಿ ವಿಶೇಷವಾಗಿ ಜಲಮೂಲಗಳ ಸುತ್ತ-ಮುತ್ತ ಸ್ವಚ್ಛಗೊಳಿಸುವುದು, ಗ್ರಾಮದಲ್ಲಿ ಪ್ಲಾಸ್ಟಿಕ್ ಸ್ಪಾಟ್ (ಕಸ ಎಸೆಯುವ ಸ್ಥಳ) ಗುರುತಿಸಿ ಸ್ವಚ್ಛಗೊಳಿಸುವುದು, ಪ್ಲಾಸ್ಟಿಕ್ ಬದಲಿಗೆ ಬಟ್ಟೆ ಚೀಲ ಬಳಸುವ ಬಗ್ಗೆ ಅರಿವು ಮೂಡಿಸುವುದು ಎಂದರು.	[46, 452, 399, 506]
dengue-para: ಮನೆಯ ಸುತ್ತಮುತ್ತ ಅನಗತ್ಯವಾಗಿ ನೀರು ನಿಲ್ಲದಂತೆ ನೋಡಿಕೊಳ್ಳಬೇಕು. ವಾರಕ್ಕೊಮ್ಮೆ ನೀರಿನ ತೊಟ್ಟಿಗಳನ್ನು ಸ್ವಚ್ಛಗೊಳಿಸಿ ಒಣಗಿಸಬೇಕು. ಸೊಳ್ಳೆ ಉತ್ಪತ್ತಿ ತಾಣಗಳನ್ನು ನಾಶಪಡಿಸಬೇಕು ಎಂದರು.	[46, 2083, 311, 2157]
hostel-para: ಪಾಂಡವ ನ್ಯೂಸ್, ಬಳ್ಳಾರಿ: ಸಂಡೂರು ತಾಲ್ಲೂಕಿನ ಹಿಂದುಳಿದ ವರ್ಗಗಳ ಕಲ್ಯಾಣ ಇಲಾಖೆಯ ಮೆಟ್ರಿಕ್ ಪೂರ್ವ ಬಾಲಕ ಮತ್ತು ಬಾಲಕಿಯರ ವಿದ್ಯಾರ್ಥಿ ನಿಲಯಗಳಿಗೆ ಪ್ರವೇಶ ಪಡೆಯಲು ಆನ್‌ಲೈನ್ ಮೂಲಕ ಅರ್ಜಿ ಆಹ್ವಾನಿಸಲಾಗಿದೆ. ಪ್ರವರ್ಗ-1, 2ಎ, 2ಬಿ, 3ಎ, 3ಬಿ ಜಾತಿಗಳಿಗೆ ಸೇರಿದ ಹಾಗೂ ಪರಿಶಿಷ್ಟ ಜಾತಿ ವರ್ಗದ ವಿದ್ಯಾರ್ಥಿಗಳು 5 ರಿಂದ 10ನೇ ತರಗತಿವರೆಗೆ 2025-26ನೇ ಸಾಲಿನ ಪ್ರವೇಶಕ್ಕೆ ಅರ್ಜಿ ಸಲ್ಲಿಸಬಹುದು.	[1164, 1544, 1492, 1637]
hostel-article	[1153, 1473, 1503, 2002]
protest-banner-text: ಪ್ರತಿಭಟನೆ	[937, 476, 1000, 499]
krishi-headline: ಮೇ 29ರಿಂದ ವಿಕಸಿತ ಕೃಷಿ ಸಂಕಲ್ಪ ಅಭಿಯಾನ	[1153, 874, 1503, 908]
plastic-article	[46, 91, 399, 865]
